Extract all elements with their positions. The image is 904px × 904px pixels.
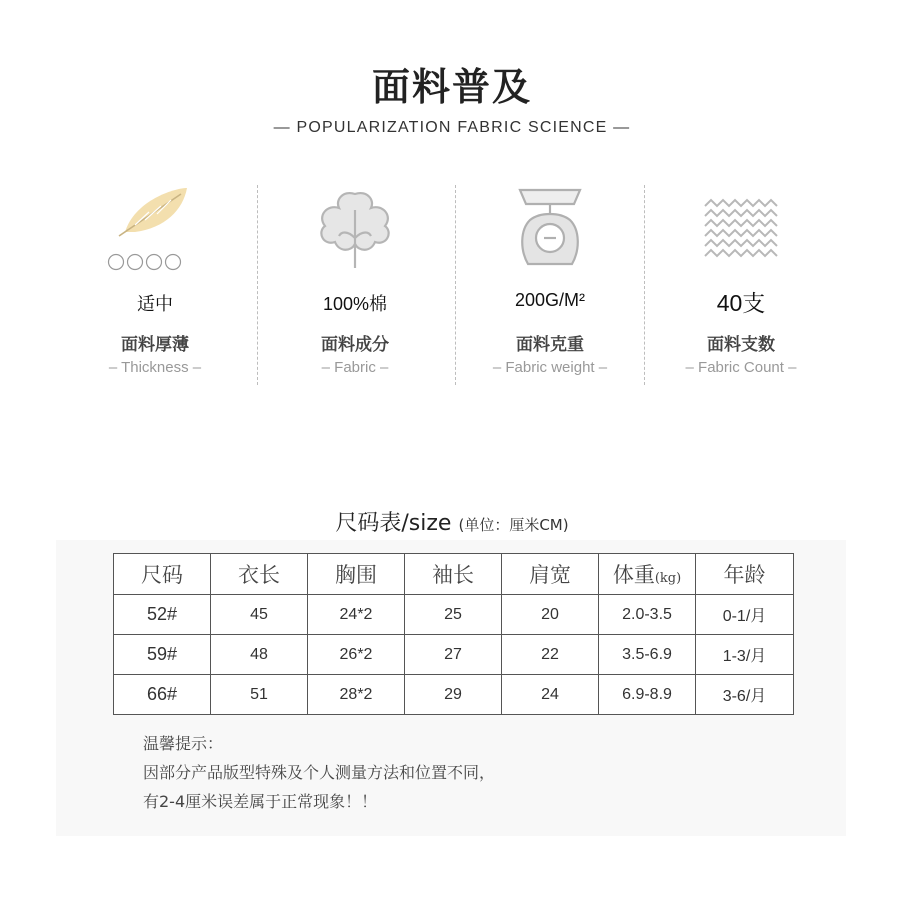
size-chart-unit: (单位：厘米CM) <box>458 516 569 534</box>
cell-size: 52# <box>114 595 211 635</box>
size-chart-title <box>0 506 904 537</box>
thickness-label: 面料厚薄 <box>121 335 189 355</box>
thickness-dot <box>147 255 162 270</box>
header-age: 年龄 <box>696 554 794 595</box>
cell-length: 48 <box>211 635 308 675</box>
header-weight-unit: (kg) <box>654 571 682 586</box>
table-row <box>114 635 794 675</box>
cell-chest: 26*2 <box>308 635 405 675</box>
count-value: 40支 <box>716 290 766 316</box>
feature-fabric <box>260 180 450 390</box>
page-title: 面料普及 <box>371 65 532 109</box>
header-length: 衣长 <box>211 554 308 595</box>
header-sleeve: 袖长 <box>405 554 502 595</box>
header-chest: 胸围 <box>308 554 405 595</box>
thickness-value: 适中 <box>137 294 173 314</box>
cell-sleeve: 25 <box>405 595 502 635</box>
thickness-dot <box>109 255 124 270</box>
cell-weight: 6.9-8.9 <box>599 675 696 715</box>
header-weight <box>599 554 696 595</box>
cell-age: 3-6/月 <box>696 675 794 715</box>
cotton-icon <box>305 180 405 280</box>
fabric-value: 100%棉 <box>322 294 388 314</box>
fabric-label: 面料成分 <box>321 335 389 355</box>
notes-line-1: 因部分产品版型特殊及个人测量方法和位置不同， <box>143 763 496 782</box>
cell-age: 1-3/月 <box>696 635 794 675</box>
knit-texture-icon <box>691 180 791 280</box>
notes-heading: 温馨提示： <box>143 734 224 753</box>
cell-weight: 3.5-6.9 <box>599 635 696 675</box>
cell-sleeve: 29 <box>405 675 502 715</box>
cell-size: 66# <box>114 675 211 715</box>
cell-age: 0-1/月 <box>696 595 794 635</box>
count-label: 面料支数 <box>707 335 775 355</box>
divider <box>644 185 645 385</box>
cell-shoulder: 24 <box>502 675 599 715</box>
cell-weight: 2.0-3.5 <box>599 595 696 635</box>
divider <box>257 185 258 385</box>
cell-chest: 28*2 <box>308 675 405 715</box>
cell-shoulder: 20 <box>502 595 599 635</box>
cell-shoulder: 22 <box>502 635 599 675</box>
thickness-dot <box>128 255 143 270</box>
cell-chest: 24*2 <box>308 595 405 635</box>
thickness-label-en: – Thickness – <box>108 359 202 376</box>
cell-length: 51 <box>211 675 308 715</box>
cell-size: 59# <box>114 635 211 675</box>
header-shoulder: 肩宽 <box>502 554 599 595</box>
table-row <box>114 675 794 715</box>
size-table <box>113 553 794 715</box>
scale-icon <box>500 180 600 280</box>
page-subtitle: — POPULARIZATION FABRIC SCIENCE — <box>273 119 631 136</box>
header-size: 尺码 <box>114 554 211 595</box>
feature-weight <box>455 180 645 390</box>
notes <box>143 729 495 816</box>
feature-thickness <box>60 180 250 390</box>
fabric-features <box>60 180 850 390</box>
thickness-dot <box>166 255 181 270</box>
cell-sleeve: 27 <box>405 635 502 675</box>
weight-value: 200G/M² <box>514 290 586 310</box>
fabric-label-en: – Fabric – <box>321 359 389 376</box>
size-chart-title-text: 尺码表/size <box>335 511 452 536</box>
thickness-dots <box>105 255 181 270</box>
table-row <box>114 595 794 635</box>
cell-length: 45 <box>211 595 308 635</box>
feather-icon <box>105 180 205 280</box>
header-weight-label: 体重 <box>612 563 655 587</box>
size-table-header <box>114 554 794 595</box>
weight-label-en: – Fabric weight – <box>492 359 608 376</box>
notes-line-2: 有2-4厘米误差属于正常现象！！ <box>143 792 378 811</box>
count-label-en: – Fabric Count – <box>685 359 797 376</box>
weight-label: 面料克重 <box>516 335 584 355</box>
feature-count <box>646 180 836 390</box>
